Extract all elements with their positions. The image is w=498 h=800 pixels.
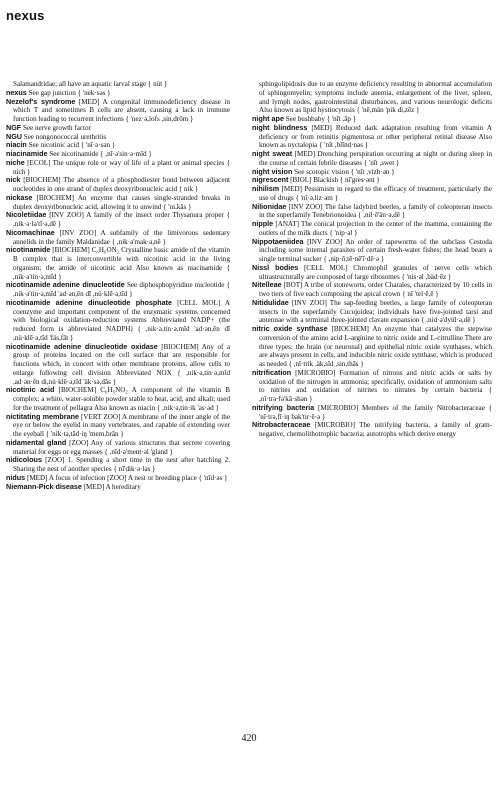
entry-headword: Nitelleae	[252, 280, 282, 290]
entry-headword: nicotinamide	[6, 245, 51, 255]
entry-definition: [MED] Drenching perspiration occurring at night or during sleep in the course of certain febrile diseases { 'nīt ,swet }	[259, 150, 492, 167]
entry-definition: [ZOO] Any of various structures that secrete covering material for eggs or egg masses { ,nīd·ə'ment·əl 'gland }	[13, 438, 230, 456]
entry-headword: Nissl bodies	[252, 262, 299, 272]
page-number: 420	[241, 733, 257, 744]
right-column	[252, 80, 492, 439]
entry-headword: nictitating membrane	[6, 411, 79, 421]
entry-headword: nicotinamide adenine dinucleotide oxidase	[6, 341, 158, 351]
entry-headword: nicotinamide adenine dinucleotide	[6, 280, 125, 290]
entry-headword: Nitidulidae	[252, 297, 289, 307]
entry-headword: niacinamide	[6, 149, 48, 158]
entry-definition: [CELL MOL] Chromophil granules of nerve cells which ultrastructurally are composed of large ribosomes { 'nis·əl ,bäd·ēz }	[259, 263, 492, 281]
running-head: nexus	[6, 8, 45, 23]
entry-definition: See nongonococcal urethritis	[23, 132, 107, 141]
dictionary-entry	[252, 404, 492, 422]
dictionary-entry	[6, 150, 230, 159]
entry-headword: nitrifying bacteria	[252, 402, 315, 412]
dictionary-entry	[252, 203, 492, 221]
entry-headword: nidamental gland	[6, 437, 67, 447]
entry-definition: [MED] A hereditary	[83, 482, 141, 491]
entry-headword: NGF	[6, 122, 22, 132]
dictionary-entry	[6, 413, 230, 439]
entry-headword: nickase	[6, 192, 33, 202]
entry-definition: Salamandridae; all have an aquatic larval stage { nüt }	[13, 80, 168, 88]
entry-definition: [BIOCHEM] An enzyme that causes single-stranded breaks in duplex deoxyribonucleic acid, allowing it to unwind { 'ni,kās }	[13, 193, 230, 211]
entry-headword: Nitrobacteraceae	[252, 420, 311, 430]
entry-definition: [BIOCHEM] C₆H₅NO₂ A component of the vitamin B complex; a white, water-soluble powder stable to heat, acid, and alkali; used for the treatment of pellagra Also known as niacin { ,nik·ə,tin·ik 'as·əd }	[13, 386, 230, 412]
entry-definition: See gap junction { 'nek·səs }	[28, 88, 111, 97]
entry-headword: nick	[6, 175, 21, 185]
dictionary-entry	[252, 150, 492, 168]
entry-headword: Niemann-Pick disease	[6, 481, 82, 491]
dictionary-entry	[6, 211, 230, 229]
dictionary-entry	[6, 456, 230, 474]
entry-definition: [MED] A focus of infection [ZOO] A nest or breeding place { 'nīd·əs }	[26, 473, 228, 482]
entry-definition: [ECOL] The unique role or way of life of a plant or animal species { nich }	[13, 158, 230, 176]
entry-definition: [MICROBIO] Members of the family Nitrobacteraceae { 'nī·trə,fī·iŋ bak'tir·ē·ə }	[259, 403, 493, 421]
entry-definition: See bushbaby { 'nīt ,āp }	[285, 115, 357, 123]
dictionary-entry	[6, 176, 230, 194]
entry-definition: [MICROBIO] The nitrifying bacteria, a family of gram-negative, chemolithotrophic bacteria; autotrophs which derive energy	[259, 421, 492, 438]
entry-definition: [BOT] A tribe of stoneworts, order Charales, characterized by 10 cells in two tiers of five each composing the apical crown { nī 'tel·ē,ē }	[259, 281, 492, 298]
entry-definition: [VERT ZOO] A membrane of the inner angle of the eye or below the eyelid in many vertebrates, and capable of extending over the eyeball { 'nik·tə,tād·iŋ 'mem,brān }	[13, 412, 230, 438]
entry-headword: Nippotaeniidea	[252, 236, 304, 246]
dictionary-entry	[252, 176, 492, 185]
entry-headword: night sweat	[252, 149, 293, 158]
dictionary-entry	[6, 133, 230, 142]
dictionary-entry	[252, 281, 492, 299]
entry-headword: nidus	[6, 472, 26, 482]
entry-headword: niacin	[6, 140, 27, 150]
dictionary-entry	[6, 281, 230, 299]
entry-definition: [ANAT] The conical projection in the center of the mamma, containing the outlets of the milk ducts { 'nip·əl }	[259, 220, 493, 237]
entry-definition: [INV ZOO] The sap-feeding beetles, a large family of coleopteran insects in the superfamily Cucujoidea; individuals have five-jointed tarsi and antennae with a terminal three-jointed clavate expansion { ,nid·ə'dyül·ə,dē }	[259, 298, 492, 325]
dictionary-entry	[252, 124, 492, 150]
entry-definition: [INV ZOO] A family of the insect order Thysanura proper { ,nik·ə·lə'tī·ə,dē }	[13, 211, 230, 228]
entry-headword: nexus	[6, 87, 27, 97]
dictionary-entry	[6, 159, 230, 177]
entry-headword: night ape	[252, 114, 284, 123]
entry-definition: [BIOCHEM] Any of a group of proteins located on the cell surface that are responsible for functions which, in concert with other membrane proteins, allow cells to enlarge following cell division Abbreviated NOX { ,nik·ə,tin·ə,mīd ,ad·ən·ēn di,nü·klē·ə,tīd 'äk·sə,dās }	[13, 342, 231, 386]
dictionary-entry	[6, 80, 230, 89]
entry-definition: [ZOO] 1. Spending a short time in the nest after hatching 2. Sharing the nest of another species { nī'dik·ə·ləs }	[13, 456, 230, 473]
entry-headword: Nezelof's syndrome	[6, 96, 76, 106]
entry-headword: Nicomachinae	[6, 227, 55, 237]
entry-definition: [BIOCHEM] An enzyme that catalyzes the stepwise conversion of the amino acid L-arginine to nitric oxide and L-citrulline There are three types: the brain (or neuronal) and epithelial nitric oxide synthases, which are always present in cells, and inducible nitric oxide synthase, which is produced as needed { ,nī·trik ,äk,sīd ,sin,thās }	[259, 325, 493, 368]
entry-headword: NGU	[6, 131, 22, 141]
entry-definition: [INV ZOO] An order of tapeworms of the subclass Cestoda including some internal parasites of certain fresh-water fishes; the head bears a single terminal sucker { ,nip·ō,tē·nē'ī·dē·ə }	[259, 237, 492, 263]
entry-definition: [MICROBIO] Formation of nitrous and nitric acids or salts by oxidation of the nitrogen in ammonia; specifically, oxidation of ammonium salts to nitrites and oxidation of nitrites to nitrates by certain bacteria { ,nī·trə·fə'kā·shən }	[259, 368, 492, 403]
entry-definition: [MED] A congenital immunodeficiency disease in which T and sometimes B cells are absent, causing a lack in immune function leading to recurrent infections { 'nez·ə,lofs ,sin,drōm }	[13, 97, 230, 123]
entry-definition: See scotopic vision { 'nīt ,vizh·ən }	[294, 167, 395, 176]
entry-definition: [MED] Pessimism in regard to the efficacy of treatment, particularly the use of drugs { 'nī·ə,liz·əm }	[259, 185, 492, 202]
dictionary-entry	[6, 194, 230, 212]
entry-definition: See diphosphopyridine nucleotide { ,nik·ə'tin·ə,mīd 'ad·ən,ēn dī ,nü·klē·ə,tīd }	[13, 281, 231, 298]
entry-headword: nitric oxide synthase	[252, 324, 328, 333]
entry-definition: [BIOL] Blackish { nī'gres·ənt }	[290, 176, 380, 185]
dictionary-entry	[252, 325, 492, 369]
entry-definition: [INV ZOO] The false ladybird beetles, a family of coleopteran insects in the superfamily Tenebrionoidea { ,nil·ē'än·ə,dē }	[259, 202, 492, 220]
entry-definition: [CELL MOL] A coenzyme and important component of the enzymatic systems concerned with biological oxidation-reduction systems Abbreviated NADP+ (the reduced form is abbreviated NADPH) { ,nik·ə,tin·ə,mīd 'ad·ən,ēn dī ,nü·klē·ə,tīd 'fäs,fāt }	[13, 298, 230, 342]
dictionary-entry	[252, 264, 492, 282]
entry-headword: Nicoletiidae	[6, 210, 47, 220]
dictionary-entry	[6, 98, 230, 124]
left-column	[6, 80, 230, 491]
entry-headword: nihilism	[252, 184, 280, 193]
entry-definition: sphingolipidosis due to an enzyme deficiency resulting in abnormal accumulation of sphingomyelin; symptoms include anemia, enlargement of the liver, spleen, and lymph nodes, gastrointestinal disturbances, and various neurologic deficits Also known as lipid hystiocytosis { 'nē,män 'pik di,zēz }	[259, 80, 492, 115]
entry-definition: [INV ZOO] A subfamily of the limivorous sedentary annelids in the family Maldanidae { ,nik·ə'mak·ə,nē }	[13, 228, 231, 246]
entry-headword: night vision	[252, 166, 293, 176]
entry-definition: See nerve growth factor	[22, 123, 91, 132]
dictionary-entry	[6, 229, 230, 247]
entry-headword: nigrescent	[252, 175, 289, 185]
entry-headword: night blindness	[252, 122, 308, 132]
dictionary-entry	[252, 220, 492, 238]
entry-definition: See nicotinamide { ,nī·ə'sin·ə·mīd }	[49, 150, 152, 158]
dictionary-entry	[252, 299, 492, 325]
entry-headword: nicotinic acid	[6, 385, 55, 395]
dictionary-entry	[6, 246, 230, 281]
entry-headword: nitrification	[252, 367, 292, 377]
dictionary-entry	[252, 185, 492, 203]
dictionary-entry	[6, 386, 230, 412]
entry-headword: Nilionidae	[252, 201, 287, 211]
dictionary-entry	[6, 299, 230, 343]
entry-definition: [MED] Reduced dark adaptation resulting from vitamin A deficiency or from retinitis pigmentosa or other peripheral retinal disease Also known as nyctalopia { 'nīt ,blīnd·nəs }	[259, 123, 493, 150]
dictionary-entry	[6, 343, 230, 387]
entry-headword: nidicolous	[6, 455, 42, 465]
entry-definition: See nicotinic acid { 'nī·ə·sən }	[28, 141, 116, 150]
dictionary-entry	[6, 124, 230, 133]
entry-definition: [BIOCHEM] C₆H₆ON₂ Crystalline basic amide of the vitamin B complex that is interconvertible with nicotinic acid in the living organism; the amide of nicotinic acid Also known as niacinamide { ,nik·ə'tin·ə,mīd }	[13, 246, 231, 281]
dictionary-entry	[252, 80, 492, 115]
dictionary-entry	[252, 421, 492, 439]
entry-definition: [BIOCHEM] The absence of a phosphodiester bond between adjacent nucleotides in one strand of duplex deoxyribonucleic acid { nik }	[13, 176, 230, 193]
dictionary-entry	[252, 238, 492, 264]
entry-headword: nicotinamide adenine dinucleotide phosphate	[6, 297, 173, 307]
dictionary-entry	[252, 369, 492, 404]
entry-headword: nipple	[252, 219, 274, 228]
dictionary-entry	[6, 483, 230, 492]
dictionary-entry	[6, 439, 230, 457]
entry-headword: niche	[6, 157, 25, 167]
